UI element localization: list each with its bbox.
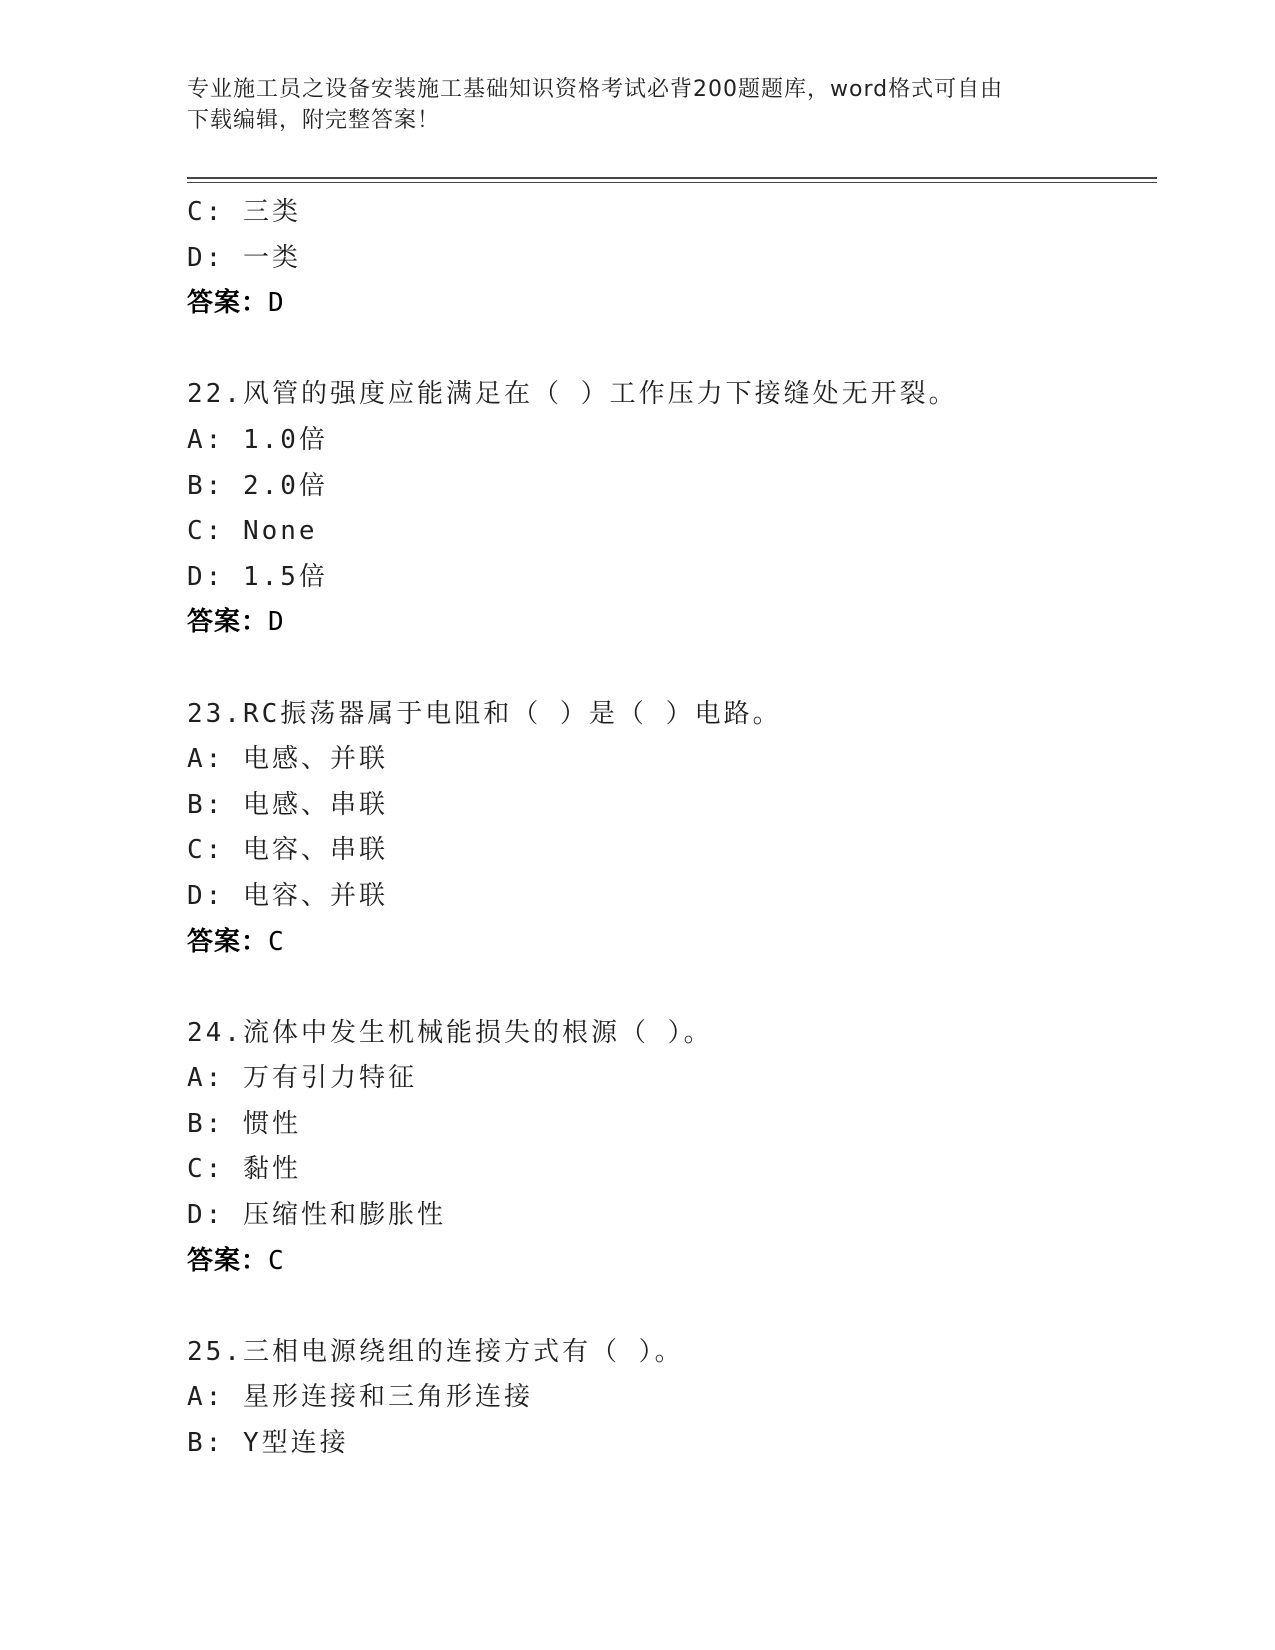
document-header [187, 74, 1087, 136]
header-rule-thick [187, 177, 1157, 179]
question-22 [187, 372, 1157, 646]
option-a: A: 电感、并联 [187, 744, 388, 775]
question-text: 25.三相电源绕组的连接方式有（ ）。 [187, 1336, 684, 1367]
header-line-2: 下载编辑，附完整答案！ [187, 108, 441, 133]
answer-value: D [268, 607, 285, 638]
header-line-1: 专业施工员之设备安装施工基础知识资格考试必背200题题库，word格式可自由 [187, 77, 1004, 102]
question-23 [187, 692, 1157, 966]
question-text: 24.流体中发生机械能损失的根源（ ）。 [187, 1017, 713, 1048]
answer-label: 答案： [187, 607, 269, 638]
option-a: A: 星形连接和三角形连接 [187, 1382, 533, 1413]
option-d: D: 电容、并联 [187, 880, 388, 911]
spacer [187, 965, 1157, 1011]
option-b: B: Y型连接 [187, 1428, 349, 1459]
answer-value: D [268, 288, 285, 319]
option-d: D: 1.5倍 [187, 561, 328, 592]
header-rule-thin [187, 182, 1157, 183]
spacer [187, 1284, 1157, 1330]
answer-label: 答案： [187, 926, 269, 957]
answer-label: 答案： [187, 1245, 269, 1276]
option-b: B: 惯性 [187, 1108, 301, 1139]
question-21-tail [187, 190, 1157, 327]
option-c: C: 黏性 [187, 1154, 301, 1185]
question-text: 22.风管的强度应能满足在（ ）工作压力下接缝处无开裂。 [187, 379, 958, 410]
question-24 [187, 1011, 1157, 1285]
answer-line [187, 281, 1157, 327]
option-b: B: 电感、串联 [187, 789, 388, 820]
answer-line [187, 600, 1157, 646]
answer-label: 答案： [187, 288, 269, 319]
question-text: 23.RC振荡器属于电阻和（ ）是（ ）电路。 [187, 698, 782, 729]
spacer [187, 646, 1157, 692]
answer-value: C [268, 1245, 285, 1276]
option-b: B: 2.0倍 [187, 470, 328, 501]
spacer [187, 327, 1157, 373]
answer-line [187, 920, 1157, 966]
question-list [187, 190, 1157, 1467]
answer-line [187, 1239, 1157, 1285]
question-25 [187, 1330, 1157, 1467]
option-c: C: 三类 [187, 197, 301, 227]
option-c: C: None [187, 516, 318, 547]
option-a: A: 1.0倍 [187, 424, 328, 455]
answer-value: C [268, 926, 285, 957]
option-d: D: 压缩性和膨胀性 [187, 1200, 446, 1231]
option-a: A: 万有引力特征 [187, 1063, 417, 1094]
option-d: D: 一类 [187, 242, 301, 273]
option-c: C: 电容、串联 [187, 835, 388, 866]
